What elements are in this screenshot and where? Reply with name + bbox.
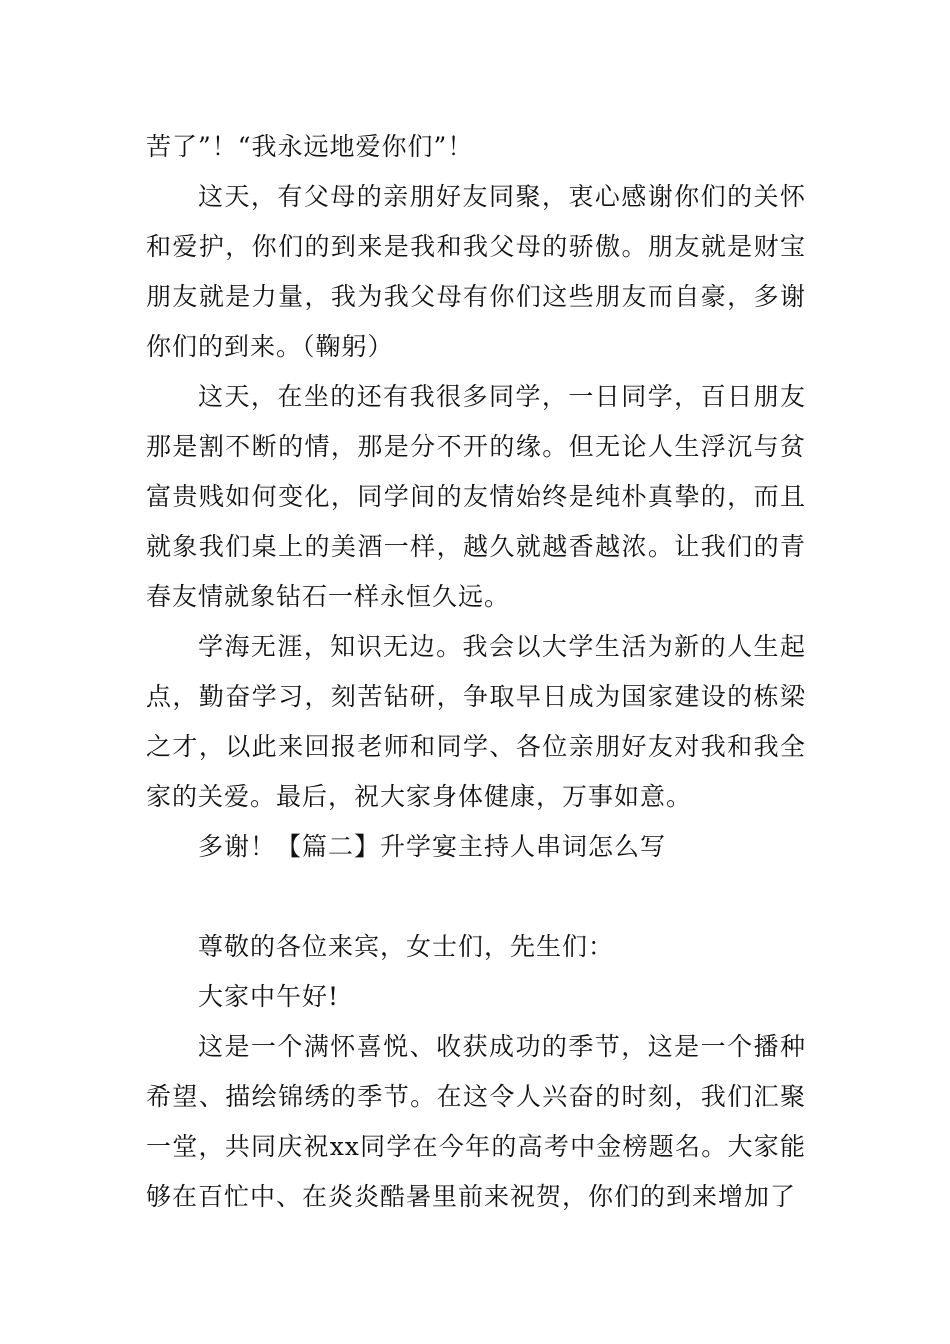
paragraph-section-heading: 多谢！【篇二】升学宴主持人串词怎么写 bbox=[198, 832, 667, 861]
paragraph-classmates: 这天，在坐的还有我很多同学，一日同学，百日朋友那是割不断的情，那是分不开的缘。但无论人生浮沉与贫富贵贱如何变化，同学间的友情始终是纯朴真挚的，而且就象我们桌上的美酒一样，越久就越香越浓。让我们的青春友情就象钻石一样永恒久远。 bbox=[146, 382, 806, 611]
paragraph-continuation: 苦了”！“我永远地爱你们”！ bbox=[146, 132, 474, 161]
paragraph-season: 这是一个满怀喜悦、收获成功的季节，这是一个播种希望、描绘锦绣的季节。在这令人兴奋的时刻，我们汇聚一堂，共同庆祝xx同学在今年的高考中金榜题名。大家能够在百忙中、在炎炎酷暑里前来祝贺，你们的到来增加了 bbox=[146, 1032, 806, 1211]
paragraph-thanks-friends: 这天，有父母的亲朋好友同聚，衷心感谢你们的关怀和爱护，你们的到来是我和我父母的骄傲。朋友就是财宝朋友就是力量，我为我父母有你们这些朋友而自豪，多谢你们的到来。（鞠躬） bbox=[146, 182, 806, 361]
paragraph-greeting-guests: 尊敬的各位来宾，女士们，先生们： bbox=[198, 932, 615, 961]
paragraph-study-pledge: 学海无涯，知识无边。我会以大学生活为新的人生起点，勤奋学习，刻苦钻研，争取早日成为国家建设的栋梁之才，以此来回报老师和同学、各位亲朋好友对我和我全家的关爱。最后，祝大家身体健康，万事如意。 bbox=[146, 632, 806, 811]
blank-line bbox=[146, 872, 806, 922]
paragraph-good-noon: 大家中午好! bbox=[198, 982, 340, 1011]
document-body bbox=[146, 122, 806, 1222]
